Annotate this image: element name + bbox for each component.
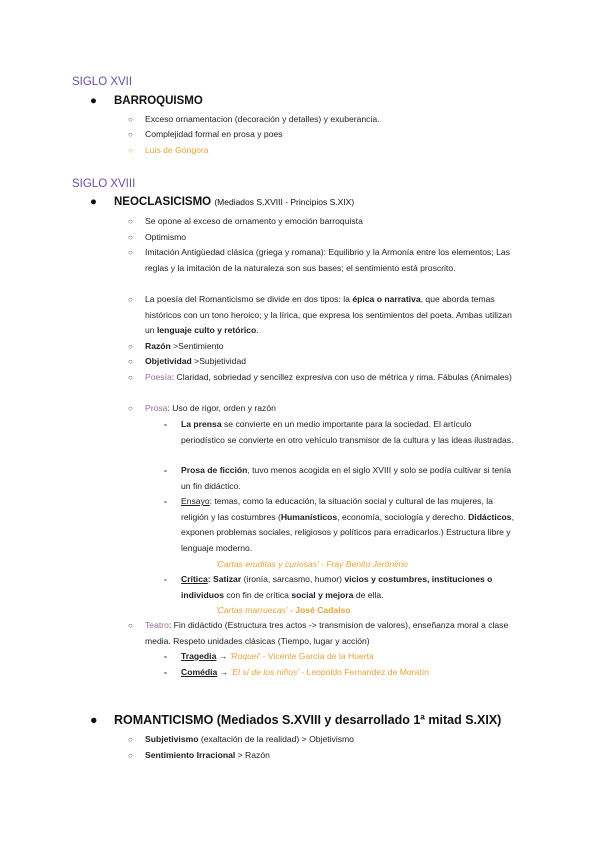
list-item: ○ Optimismo [128,230,513,246]
circle-bullet-icon: ○ [128,248,133,257]
circle-bullet-icon: ○ [128,621,133,630]
sub-list-item: - La prensa se convierte en un medio importante para la sociedad. El artículo periodístico se convierte en otro vehículo transmisor de la cultura y las ideas ilustradas. [164,419,514,445]
list-item: ○ Exceso ornamentacion (decoración y detalles) y exuberancia. [128,112,513,128]
list-item: ○ Complejidad formal en prosa y poes [128,127,513,143]
dash-bullet-icon: - [164,465,167,475]
list-item: ○ Subjetivismo (exaltación de la realidad) > Objetivismo [128,732,513,748]
circle-bullet-icon: ○ [128,751,133,760]
circle-bullet-icon: ○ [128,146,133,155]
list-item: ○ Razón >Sentimiento [128,339,513,355]
sub-list-item: - Prosa de ficción, tuvo menos acogida en el siglo XVIII y solo se podía cultivar si tenía un fin didáctico. [164,465,512,491]
list-item: ○ Objetividad >Subjetividad [128,354,513,370]
bullet-dot-icon: ● [90,713,98,727]
circle-bullet-icon: ○ [128,342,133,351]
dash-bullet-icon: - [164,574,167,584]
list-item: ○ Imitación Antigüedad clásica (griega y romana): Equilibrio y la Armonía entre los elementos; Las reglas y la imitación de la naturaleza son sus bases; el sentimiento está proscrito. [128,247,510,273]
dash-bullet-icon: - [164,651,167,661]
section-neoclasicismo: ● NEOCLASICISMO (Mediados S.XVIII - Principios S.XIX) [90,196,355,208]
list-item: ○ Prosa: Uso de rigor, orden y razón [128,401,513,417]
section-barroquismo [90,95,203,107]
sub-list-item: - Ensayo: temas, como la educación, la situación social y cultural de las mujeres, la religión y las costumbres (Humanísticos, economía, sociología y derecho. Didácticos, exponen problemas sociales, religiosos y políticos para erradicarlos.) Estructura libre y lenguaje moderno. [164,496,514,553]
dash-bullet-icon: - [164,419,167,429]
bullet-dot-icon: ● [90,95,97,107]
sub-list-item: - Tragedia → 'Roquel' - Vicente García de la Huerta [164,649,516,665]
circle-bullet-icon: ○ [128,233,133,242]
dash-bullet-icon: - [164,496,167,506]
dash-bullet-icon: - [164,667,167,677]
circle-bullet-icon: ○ [128,373,133,382]
list-item: ○ Poesía: Claridad, sobriedad y sencillez expresiva con uso de métrica y rima. Fábulas (Animales) [128,370,513,386]
barroquismo-title: BARROQUISMO [114,95,203,107]
circle-bullet-icon: ○ [128,130,133,139]
heading-siglo-xvii: SIGLO XVII [72,76,133,88]
circle-bullet-icon: ○ [128,404,133,413]
list-item: ○ Sentimiento Irracional > Razón [128,748,513,764]
list-item: ○ Se opone al exceso de ornamento y emoción barroquista [128,214,513,230]
sub-list-item: - Crítica: Satizar (ironía, sarcasmo, humor) vicios y costumbres, instituciones o individuos con fin de crítica social y mejora de ella. [164,574,493,600]
section-romanticismo: ● ROMANTICISMO (Mediados S.XVIII y desarrollado 1ª mitad S.XIX) [90,713,502,727]
circle-bullet-icon: ○ [128,115,133,124]
circle-bullet-icon: ○ [128,217,133,226]
quote-cartas-eruditas: 'Cartas eruditas y curiosas' - Fray Benito Jerónimo [216,559,408,569]
bullet-dot-icon: ● [90,196,97,208]
list-item: ○ Teatro: Fin didáctido (Estructura tres actos -> transmision de valores), enseñanza moral a clase media. Respeto unidades clásicas (Tiempo, lugar y acción) [128,620,509,646]
sub-list-item: - Comédia → 'El sí de los niños' - Leopoldo Fernandez de Moratín [164,665,516,681]
list-item-author: ○ Luis de Góngora [128,143,513,159]
circle-bullet-icon: ○ [128,295,133,304]
list-item: ○ La poesía del Romanticismo se divide en dos tipos: la épica o narrativa, que aborda temas históricos con un tono heroico; y la lírica, que expresa los sentimientos del poeta. Ambas utilizan un lenguaje culto y retórico. [128,294,512,335]
circle-bullet-icon: ○ [128,735,133,744]
quote-cartas-marruecas: 'Cartas marruecas' - José Cadalso [216,605,351,615]
heading-siglo-xviii: SIGLO XVIII [72,178,136,190]
circle-bullet-icon: ○ [128,357,133,366]
